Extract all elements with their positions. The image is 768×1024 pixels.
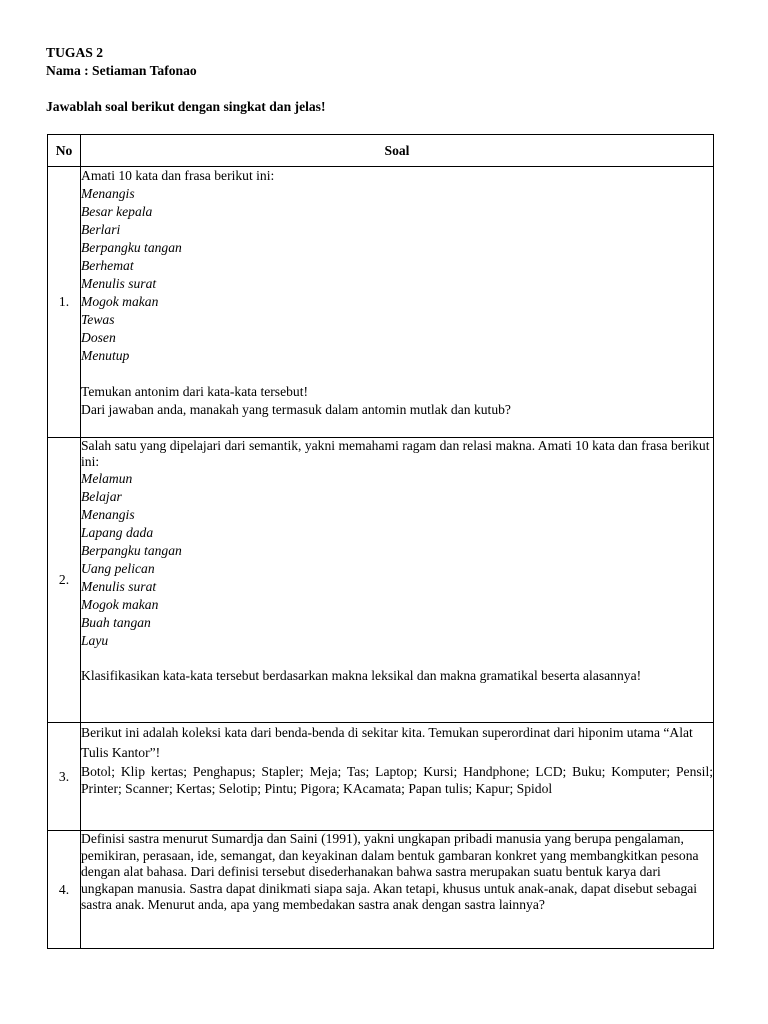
table-row bbox=[48, 723, 714, 831]
word-item: Menulis surat bbox=[81, 276, 157, 291]
question-number: 1. bbox=[48, 167, 81, 438]
table-row bbox=[48, 167, 714, 438]
question-text: Definisi sastra menurut Sumardja dan Saini (1991), yakni ungkapan pribadi manusia yang berupa pengalaman, pemikiran, perasaan, ide, semangat, dan keyakinan dalam bentuk gambaran konkret yang membangkitkan pesona dengan alat bahasa. Dari definisi tersebut disederhanakan bahwa sastra merupakan suatu bentuk karya dari ungkapan manusia. Sastra dapat dinikmati siapa saja. Akan tetapi, khusus untuk anak-anak, dapat disebut sebagai sastra anak. Menurut anda, apa yang membedakan sastra anak dengan sastra lainnya? bbox=[81, 831, 699, 912]
question-intro: Amati 10 kata dan frasa berikut ini: bbox=[81, 168, 275, 183]
word-item: Buah tangan bbox=[81, 615, 151, 630]
word-item: Menutup bbox=[81, 348, 130, 363]
word-item: Lapang dada bbox=[81, 525, 154, 540]
question-intro: Salah satu yang dipelajari dari semantik, yakni memahami ragam dan relasi makna. Amati 10 kata dan frasa berikut ini: bbox=[81, 438, 710, 469]
word-item: Dosen bbox=[81, 330, 116, 345]
question-table bbox=[47, 134, 714, 949]
question-content bbox=[81, 438, 714, 723]
table-header-row bbox=[48, 135, 714, 167]
word-item: Berpangku tangan bbox=[81, 240, 182, 255]
word-item: Berhemat bbox=[81, 258, 134, 273]
question-content bbox=[81, 167, 714, 438]
question-intro: Berikut ini adalah koleksi kata dari benda-benda di sekitar kita. Temukan superordinat dari hiponim utama “Alat Tulis Kantor”! bbox=[81, 725, 693, 760]
question-number: 4. bbox=[48, 831, 81, 949]
word-item: Berlari bbox=[81, 222, 121, 237]
question-content bbox=[81, 831, 714, 949]
word-collection: Botol; Klip kertas; Penghapus; Stapler; Meja; Tas; Laptop; Kursi; Handphone; LCD; Buku; Komputer; Pensil; Printer; Scanner; Kertas; Selotip; Pintu; Pigora; KAcamata; Papan tulis; Kapur; Spidol bbox=[81, 764, 713, 796]
question-task: Temukan antonim dari kata-kata tersebut! bbox=[81, 384, 309, 399]
question-content bbox=[81, 723, 714, 831]
word-item: Menangis bbox=[81, 186, 135, 201]
question-number: 2. bbox=[48, 438, 81, 723]
document-header bbox=[46, 44, 197, 80]
word-item: Tewas bbox=[81, 312, 115, 327]
word-item: Besar kepala bbox=[81, 204, 153, 219]
student-name: Nama : Setiaman Tafonao bbox=[46, 63, 197, 78]
word-item: Uang pelican bbox=[81, 561, 155, 576]
word-item: Menulis surat bbox=[81, 579, 157, 594]
word-item: Berpangku tangan bbox=[81, 543, 182, 558]
word-item: Layu bbox=[81, 633, 109, 648]
assignment-title: TUGAS 2 bbox=[46, 45, 104, 60]
table-row bbox=[48, 438, 714, 723]
question-number: 3. bbox=[48, 723, 81, 831]
word-item: Melamun bbox=[81, 471, 133, 486]
word-item: Mogok makan bbox=[81, 294, 159, 309]
instruction-text: Jawablah soal berikut dengan singkat dan jelas! bbox=[46, 99, 326, 114]
column-header-soal: Soal bbox=[81, 135, 714, 167]
word-item: Belajar bbox=[81, 489, 122, 504]
question-task: Dari jawaban anda, manakah yang termasuk dalam antomin mutlak dan kutub? bbox=[81, 402, 511, 417]
word-item: Mogok makan bbox=[81, 597, 159, 612]
column-header-no: No bbox=[48, 135, 81, 167]
table-row bbox=[48, 831, 714, 949]
word-item: Menangis bbox=[81, 507, 135, 522]
question-task: Klasifikasikan kata-kata tersebut berdasarkan makna leksikal dan makna gramatikal beserta alasannya! bbox=[81, 668, 642, 683]
